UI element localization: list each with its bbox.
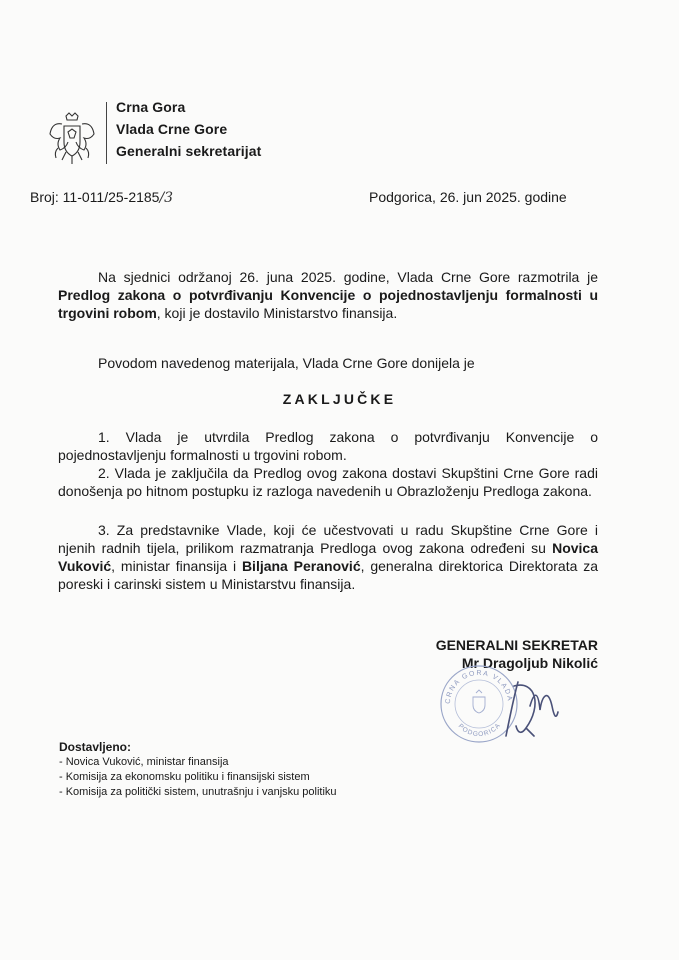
distribution-title: Dostavljeno: — [59, 740, 132, 754]
bill-title: Predlog zakona o potvrđivanju Konvencije o pojednostavljenju formalnosti u trgovini robom — [58, 287, 598, 321]
list-item: - Komisija za ekonomsku politiku i finansijski sistem — [59, 771, 310, 783]
conclusion-2: 2. Vlada je zaključila da Predlog ovog zakona dostavi Skupštini Crne Gore radi donošenja po hitnom postupku iz razloga navedenih u Obrazloženju Predloga zakona. — [58, 465, 598, 499]
signatory-role: GENERALNI SEKRETAR — [435, 637, 598, 653]
svg-text:CRNA GORA VLADA: CRNA GORA VLADA — [444, 669, 514, 705]
signatory-name: Mr Dragoljub Nikolić — [461, 655, 598, 671]
representative-1: Novica Vuković — [58, 540, 598, 574]
reference-number: Broj: 11-011/25-2185/3 — [30, 189, 174, 206]
place-and-date: Podgorica, 26. jun 2025. godine — [369, 189, 567, 205]
list-item: - Novica Vuković, ministar finansija — [59, 756, 229, 768]
header-country: Crna Gora — [116, 99, 186, 115]
handwritten-signature — [496, 676, 582, 746]
coat-of-arms-icon — [48, 112, 96, 168]
conclusion-1: 1. Vlada je utvrdila Predlog zakona o potvrđivanju Konvencije o pojednostavljenju formalnosti u trgovini robom. — [58, 429, 598, 463]
list-item: - Komisija za politički sistem, unutrašnju i vanjsku politiku — [59, 786, 337, 798]
header-secretariat: Generalni sekretarijat — [116, 143, 262, 159]
header-divider — [106, 102, 107, 164]
header-government: Vlada Crne Gore — [116, 121, 228, 137]
intro-paragraph: Na sjednici održanoj 26. juna 2025. godine, Vlada Crne Gore razmotrila je Predlog zakona o potvrđivanju Konvencije o pojednostavljenju formalnosti u trgovini robom, koji je dostavilo Ministarstvo finansija. — [58, 269, 598, 321]
conclusions-title: ZAKLJUČKE — [282, 391, 397, 407]
svg-text:PODGORICA: PODGORICA — [456, 721, 503, 739]
conclusion-3: 3. Za predstavnike Vlade, koji će učestvovati u radu Skupštine Crne Gore i njenih radnih tijela, prilikom razmatranja Predloga ovog zakona određeni su Novica Vuković, ministar finansija i Biljana Peranović, generalna direktorica Direktorata za poreski i carinski sistem u Ministarstvu finansija. — [58, 522, 599, 592]
representative-2: Biljana Peranović — [241, 558, 361, 574]
handwritten-suffix: /3 — [159, 190, 174, 206]
intro-decision: Povodom navedenog materijala, Vlada Crne Gore donijela je — [98, 355, 475, 371]
